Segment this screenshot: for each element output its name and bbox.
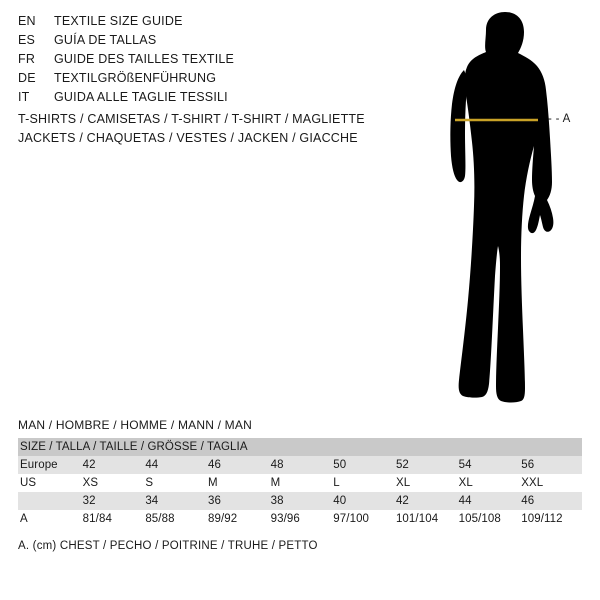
category-jackets: JACKETS / CHAQUETAS / VESTES / JACKEN / GIACCHE (18, 131, 358, 145)
table-cell: 44 (143, 456, 206, 474)
table-cell: 50 (331, 456, 394, 474)
language-row (18, 71, 398, 90)
row-label: A (18, 510, 81, 528)
table-cell: 85/88 (143, 510, 206, 528)
language-code: EN (18, 14, 36, 28)
table-cell: 44 (457, 492, 520, 510)
male-silhouette-icon (400, 10, 595, 410)
row-label: US (18, 474, 81, 492)
table-cell: M (206, 474, 269, 492)
table-cell: 52 (394, 456, 457, 474)
size-table (18, 438, 582, 528)
table-row (18, 492, 582, 510)
size-table-area (18, 418, 582, 552)
chest-footnote: A. (cm) CHEST / PECHO / POITRINE / TRUHE / PETTO (18, 540, 318, 552)
table-cell: 40 (331, 492, 394, 510)
language-row (18, 33, 398, 52)
figure-illustration (400, 10, 595, 410)
table-cell: 105/108 (457, 510, 520, 528)
table-row (18, 456, 582, 474)
table-cell: 109/112 (519, 510, 582, 528)
table-cell: L (331, 474, 394, 492)
table-cell: 54 (457, 456, 520, 474)
table-header-row (18, 438, 582, 456)
language-title: GUIDA ALLE TAGLIE TESSILI (54, 90, 228, 104)
table-cell: 42 (394, 492, 457, 510)
row-label (18, 492, 81, 510)
table-cell: 56 (519, 456, 582, 474)
table-cell: 89/92 (206, 510, 269, 528)
table-cell: 46 (206, 456, 269, 474)
table-row (18, 510, 582, 528)
table-header-label: SIZE / TALLA / TAILLE / GRÖSSE / TAGLIA (18, 438, 582, 456)
table-cell: 46 (519, 492, 582, 510)
language-code: FR (18, 52, 36, 66)
table-cell: 36 (206, 492, 269, 510)
table-cell: 81/84 (81, 510, 144, 528)
category-tshirts: T-SHIRTS / CAMISETAS / T-SHIRT / T-SHIRT / MAGLIETTE (18, 112, 365, 126)
table-cell: 38 (269, 492, 332, 510)
language-row (18, 52, 398, 71)
language-code: ES (18, 33, 36, 47)
language-title: TEXTILGRÖßENFÜHRUNG (54, 71, 217, 85)
category-block (18, 110, 418, 148)
table-cell: 32 (81, 492, 144, 510)
language-code: IT (18, 90, 30, 104)
table-cell: XL (457, 474, 520, 492)
row-label: Europe (18, 456, 81, 474)
language-title: TEXTILE SIZE GUIDE (54, 14, 183, 28)
chest-marker-dash: - - (548, 113, 560, 125)
table-row (18, 474, 582, 492)
table-cell: S (143, 474, 206, 492)
language-row (18, 90, 398, 109)
language-title: GUIDE DES TAILLES TEXTILE (54, 52, 235, 66)
table-cell: M (269, 474, 332, 492)
language-code: DE (18, 71, 36, 85)
table-cell: 93/96 (269, 510, 332, 528)
language-title-block (18, 14, 398, 109)
chest-marker-label (548, 113, 571, 125)
table-cell: 34 (143, 492, 206, 510)
table-cell: XL (394, 474, 457, 492)
table-cell: XS (81, 474, 144, 492)
language-title: GUÍA DE TALLAS (54, 33, 157, 47)
chest-marker-letter: A (562, 113, 571, 125)
table-cell: 48 (269, 456, 332, 474)
table-gender-title: MAN / HOMBRE / HOMME / MANN / MAN (18, 418, 252, 432)
table-cell: 101/104 (394, 510, 457, 528)
language-row (18, 14, 398, 33)
table-cell: 97/100 (331, 510, 394, 528)
table-cell: 42 (81, 456, 144, 474)
table-cell: XXL (519, 474, 582, 492)
